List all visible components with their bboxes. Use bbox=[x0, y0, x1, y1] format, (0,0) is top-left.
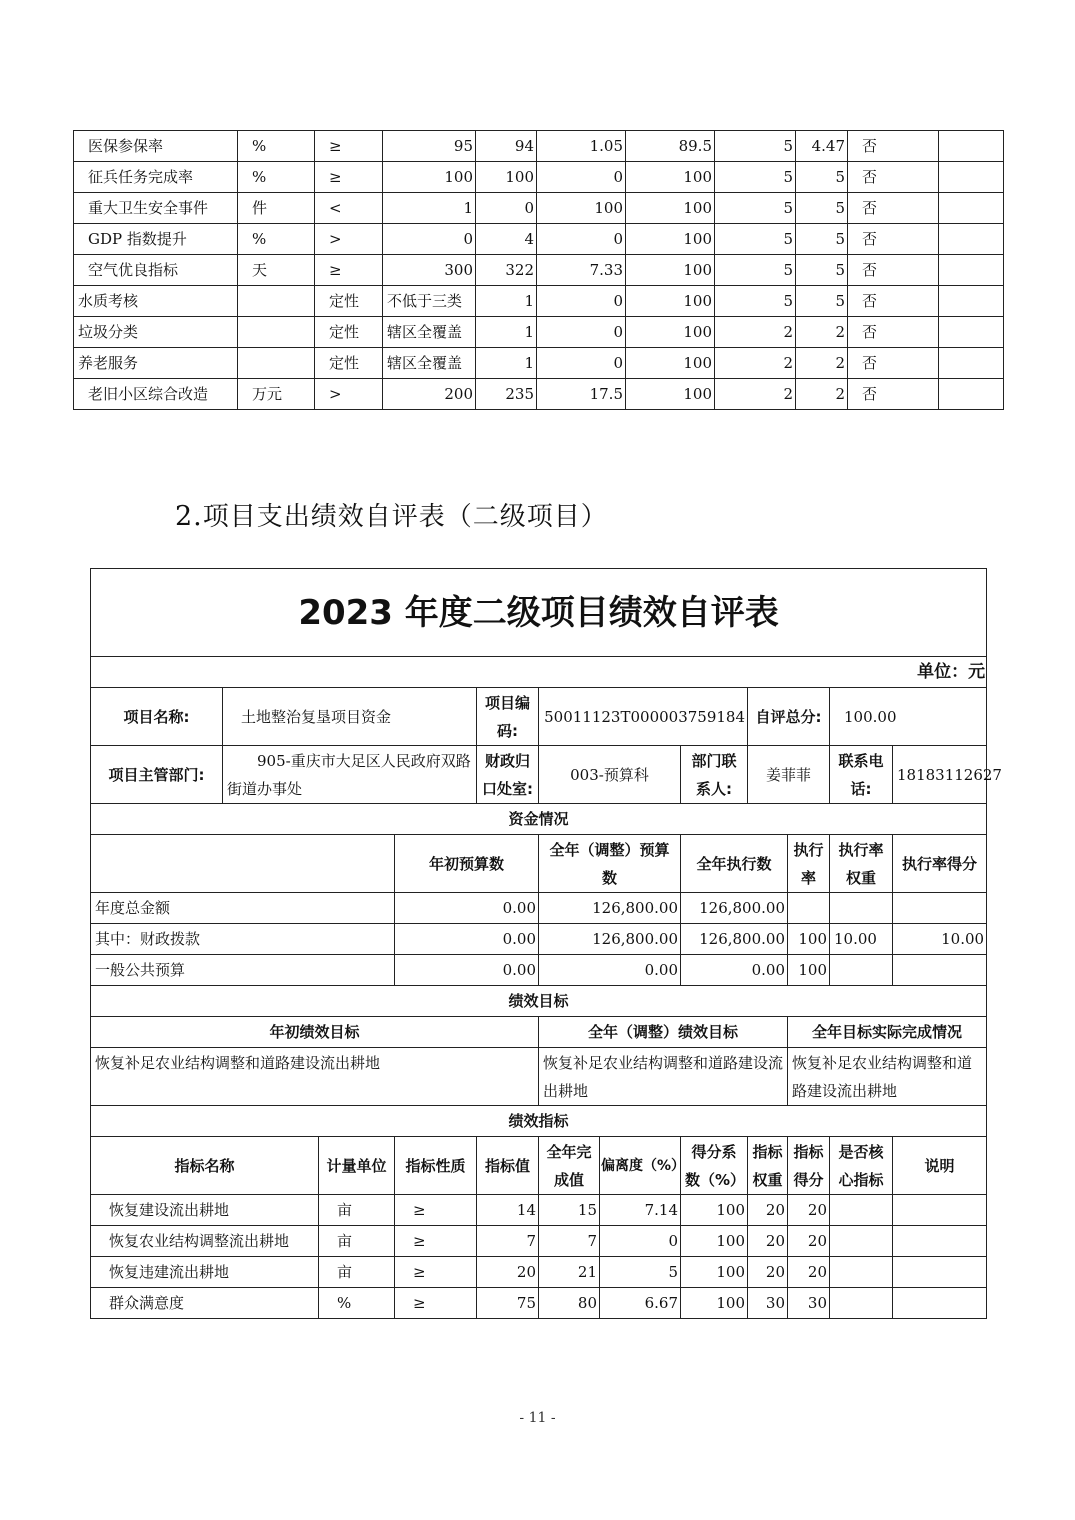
indicator-name: 恢复建设流出耕地 bbox=[91, 1195, 319, 1226]
indicator-note bbox=[939, 131, 1004, 162]
funds-label: 年度总金额 bbox=[91, 893, 395, 924]
self-score-label: 自评总分: bbox=[748, 688, 830, 746]
indicator-weight: 30 bbox=[748, 1288, 788, 1319]
indicator-target: 不低于三类 bbox=[383, 286, 476, 317]
finance-label: 财政归口处室: bbox=[477, 746, 539, 804]
section-heading: 2.项目支出绩效自评表（二级项目） bbox=[175, 501, 608, 532]
indicator-actual: 1 bbox=[476, 317, 537, 348]
indicator-name: 恢复农业结构调整流出耕地 bbox=[91, 1226, 319, 1257]
funds-row bbox=[91, 893, 987, 924]
project-self-evaluation-form bbox=[90, 568, 1002, 1319]
indicator-core: 否 bbox=[848, 379, 939, 410]
project-name: 土地整治复垦项目资金 bbox=[223, 688, 477, 746]
indicator-actual: 0 bbox=[476, 193, 537, 224]
indicator-name: 空气优良指标 bbox=[74, 255, 238, 286]
indicator-operator: 定性 bbox=[315, 286, 383, 317]
header-value: 指标值 bbox=[477, 1137, 539, 1195]
indicator-deviation: 6.67 bbox=[600, 1288, 681, 1319]
goals-section-header: 绩效目标 bbox=[91, 986, 987, 1017]
header-unit: 计量单位 bbox=[319, 1137, 395, 1195]
funds-rate: 100 bbox=[788, 924, 830, 955]
funds-header-executed: 全年执行数 bbox=[681, 835, 788, 893]
table-row bbox=[74, 162, 1004, 193]
project-code: 50011123T000003759184 bbox=[539, 688, 748, 746]
indicator-note bbox=[939, 379, 1004, 410]
indicator-nature: ≥ bbox=[395, 1226, 477, 1257]
unit-label: 单位：元 bbox=[91, 657, 987, 688]
funds-section-header: 资金情况 bbox=[91, 804, 987, 835]
funds-header-rate-weight: 执行率权重 bbox=[830, 835, 893, 893]
indicator-score: 2 bbox=[796, 379, 848, 410]
indicator-core: 否 bbox=[848, 193, 939, 224]
phone-label: 联系电话: bbox=[830, 746, 893, 804]
indicator-name: 水质考核 bbox=[74, 286, 238, 317]
goal-actual: 恢复补足农业结构调整和道路建设流出耕地 bbox=[788, 1048, 987, 1106]
funds-header-adjusted: 全年（调整）预算数 bbox=[539, 835, 681, 893]
indicator-weight: 2 bbox=[715, 317, 796, 348]
indicator-coef: 100 bbox=[626, 317, 715, 348]
funds-executed: 126,800.00 bbox=[681, 893, 788, 924]
indicator-score: 20 bbox=[788, 1226, 830, 1257]
funds-rate-weight bbox=[830, 955, 893, 986]
indicator-actual: 80 bbox=[539, 1288, 600, 1319]
funds-rate-score bbox=[893, 955, 987, 986]
indicator-operator: ≥ bbox=[315, 255, 383, 286]
header-coef: 得分系数（%） bbox=[681, 1137, 748, 1195]
funds-initial: 0.00 bbox=[395, 955, 539, 986]
indicator-actual: 21 bbox=[539, 1257, 600, 1288]
indicator-note bbox=[893, 1288, 987, 1319]
header-core: 是否核心指标 bbox=[830, 1137, 893, 1195]
indicator-weight: 20 bbox=[748, 1257, 788, 1288]
indicator-actual: 7 bbox=[539, 1226, 600, 1257]
indicator-row bbox=[91, 1288, 987, 1319]
indicator-score: 2 bbox=[796, 348, 848, 379]
indicator-core bbox=[830, 1257, 893, 1288]
indicator-note bbox=[939, 224, 1004, 255]
header-weight: 指标权重 bbox=[748, 1137, 788, 1195]
indicator-unit: % bbox=[238, 224, 315, 255]
indicator-operator: 定性 bbox=[315, 317, 383, 348]
indicator-weight: 2 bbox=[715, 348, 796, 379]
indicator-actual: 235 bbox=[476, 379, 537, 410]
indicator-operator: > bbox=[315, 379, 383, 410]
indicator-unit bbox=[238, 348, 315, 379]
indicator-row bbox=[91, 1226, 987, 1257]
indicator-actual: 15 bbox=[539, 1195, 600, 1226]
indicator-core: 否 bbox=[848, 348, 939, 379]
indicator-note bbox=[939, 193, 1004, 224]
indicator-unit: 亩 bbox=[319, 1226, 395, 1257]
finance: 003-预算科 bbox=[539, 746, 681, 804]
funds-header-rate-score: 执行率得分 bbox=[893, 835, 987, 893]
funds-initial: 0.00 bbox=[395, 924, 539, 955]
indicator-operator: 定性 bbox=[315, 348, 383, 379]
indicator-coef: 100 bbox=[626, 193, 715, 224]
indicator-operator: > bbox=[315, 224, 383, 255]
indicator-coef: 100 bbox=[681, 1226, 748, 1257]
indicator-name: 恢复违建流出耕地 bbox=[91, 1257, 319, 1288]
table-row bbox=[74, 255, 1004, 286]
indicator-note bbox=[893, 1226, 987, 1257]
funds-rate-weight bbox=[830, 893, 893, 924]
indicator-target: 0 bbox=[383, 224, 476, 255]
indicator-note bbox=[939, 162, 1004, 193]
indicator-score: 5 bbox=[796, 286, 848, 317]
indicator-actual: 322 bbox=[476, 255, 537, 286]
funds-header-blank bbox=[91, 835, 395, 893]
indicator-row bbox=[91, 1195, 987, 1226]
indicator-weight: 5 bbox=[715, 162, 796, 193]
contact-label: 部门联系人: bbox=[681, 746, 748, 804]
indicator-unit bbox=[238, 286, 315, 317]
funds-row bbox=[91, 955, 987, 986]
indicator-unit: % bbox=[238, 162, 315, 193]
indicator-name: 养老服务 bbox=[74, 348, 238, 379]
indicator-actual: 100 bbox=[476, 162, 537, 193]
indicator-deviation: 100 bbox=[537, 193, 626, 224]
indicator-core: 否 bbox=[848, 255, 939, 286]
indicator-coef: 100 bbox=[626, 348, 715, 379]
indicator-core: 否 bbox=[848, 224, 939, 255]
indicator-score: 5 bbox=[796, 162, 848, 193]
indicator-weight: 5 bbox=[715, 193, 796, 224]
funds-executed: 126,800.00 bbox=[681, 924, 788, 955]
table-row bbox=[74, 317, 1004, 348]
indicator-target: 辖区全覆盖 bbox=[383, 348, 476, 379]
table-row bbox=[74, 286, 1004, 317]
indicator-deviation: 7.33 bbox=[537, 255, 626, 286]
indicator-score: 2 bbox=[796, 317, 848, 348]
indicator-unit: 件 bbox=[238, 193, 315, 224]
header-actual: 全年完成值 bbox=[539, 1137, 600, 1195]
indicator-note bbox=[939, 286, 1004, 317]
indicator-core bbox=[830, 1288, 893, 1319]
indicator-name: 重大卫生安全事件 bbox=[74, 193, 238, 224]
indicator-actual: 4 bbox=[476, 224, 537, 255]
project-name-label: 项目名称: bbox=[91, 688, 223, 746]
indicator-score: 20 bbox=[788, 1257, 830, 1288]
indicator-actual: 1 bbox=[476, 286, 537, 317]
indicator-deviation: 0 bbox=[537, 286, 626, 317]
indicator-unit: 万元 bbox=[238, 379, 315, 410]
header-score: 指标得分 bbox=[788, 1137, 830, 1195]
indicator-value: 75 bbox=[477, 1288, 539, 1319]
indicator-deviation: 0 bbox=[537, 348, 626, 379]
indicator-actual: 94 bbox=[476, 131, 537, 162]
indicator-deviation: 0 bbox=[537, 317, 626, 348]
goals-header-actual: 全年目标实际完成情况 bbox=[788, 1017, 987, 1048]
indicator-target: 95 bbox=[383, 131, 476, 162]
indicator-weight: 5 bbox=[715, 224, 796, 255]
indicator-nature: ≥ bbox=[395, 1257, 477, 1288]
indicator-deviation: 7.14 bbox=[600, 1195, 681, 1226]
header-name: 指标名称 bbox=[91, 1137, 319, 1195]
indicator-operator: < bbox=[315, 193, 383, 224]
indicator-core: 否 bbox=[848, 317, 939, 348]
indicator-note bbox=[939, 348, 1004, 379]
indicator-nature: ≥ bbox=[395, 1195, 477, 1226]
funds-adjusted: 126,800.00 bbox=[539, 893, 681, 924]
table-row bbox=[74, 348, 1004, 379]
indicator-score: 5 bbox=[796, 255, 848, 286]
indicator-score: 5 bbox=[796, 224, 848, 255]
contact: 姜菲菲 bbox=[748, 746, 830, 804]
table-row bbox=[74, 193, 1004, 224]
goals-header-initial: 年初绩效目标 bbox=[91, 1017, 539, 1048]
indicator-coef: 100 bbox=[681, 1288, 748, 1319]
indicator-unit bbox=[238, 317, 315, 348]
indicator-header-row bbox=[91, 1137, 987, 1195]
header-nature: 指标性质 bbox=[395, 1137, 477, 1195]
indicator-name: 老旧小区综合改造 bbox=[74, 379, 238, 410]
indicator-name: GDP 指数提升 bbox=[74, 224, 238, 255]
indicator-operator: ≥ bbox=[315, 131, 383, 162]
indicator-deviation: 0 bbox=[537, 224, 626, 255]
table-row bbox=[74, 131, 1004, 162]
indicator-deviation: 17.5 bbox=[537, 379, 626, 410]
indicator-weight: 20 bbox=[748, 1195, 788, 1226]
self-score: 100.00 bbox=[830, 688, 987, 746]
funds-adjusted: 126,800.00 bbox=[539, 924, 681, 955]
funds-row bbox=[91, 924, 987, 955]
indicator-core: 否 bbox=[848, 286, 939, 317]
header-deviation: 偏离度（%） bbox=[600, 1137, 681, 1195]
indicator-weight: 5 bbox=[715, 255, 796, 286]
funds-adjusted: 0.00 bbox=[539, 955, 681, 986]
indicator-deviation: 0 bbox=[600, 1226, 681, 1257]
indicator-target: 200 bbox=[383, 379, 476, 410]
indicator-score: 4.47 bbox=[796, 131, 848, 162]
indicator-value: 7 bbox=[477, 1226, 539, 1257]
page-number: - 11 - bbox=[519, 1410, 556, 1426]
indicator-coef: 100 bbox=[626, 224, 715, 255]
indicator-deviation: 0 bbox=[537, 162, 626, 193]
project-code-label: 项目编码: bbox=[477, 688, 539, 746]
indicator-note bbox=[893, 1195, 987, 1226]
funds-header-rate: 执行率 bbox=[788, 835, 830, 893]
indicator-coef: 100 bbox=[626, 162, 715, 193]
indicator-name: 群众满意度 bbox=[91, 1288, 319, 1319]
indicator-coef: 100 bbox=[681, 1195, 748, 1226]
funds-header-initial: 年初预算数 bbox=[395, 835, 539, 893]
indicator-unit: 亩 bbox=[319, 1195, 395, 1226]
funds-executed: 0.00 bbox=[681, 955, 788, 986]
indicator-value: 14 bbox=[477, 1195, 539, 1226]
indicator-core bbox=[830, 1195, 893, 1226]
funds-rate-score: 10.00 bbox=[893, 924, 987, 955]
indicator-target: 辖区全覆盖 bbox=[383, 317, 476, 348]
indicator-score: 5 bbox=[796, 193, 848, 224]
funds-rate bbox=[788, 893, 830, 924]
indicator-coef: 100 bbox=[681, 1257, 748, 1288]
table-row bbox=[74, 379, 1004, 410]
indicator-unit: % bbox=[238, 131, 315, 162]
indicator-target: 300 bbox=[383, 255, 476, 286]
indicator-target: 1 bbox=[383, 193, 476, 224]
indicator-deviation: 1.05 bbox=[537, 131, 626, 162]
funds-rate: 100 bbox=[788, 955, 830, 986]
indicator-coef: 89.5 bbox=[626, 131, 715, 162]
indicator-weight: 2 bbox=[715, 379, 796, 410]
funds-rate-weight: 10.00 bbox=[830, 924, 893, 955]
table-row bbox=[74, 224, 1004, 255]
indicator-target: 100 bbox=[383, 162, 476, 193]
indicator-core bbox=[830, 1226, 893, 1257]
indicator-actual: 1 bbox=[476, 348, 537, 379]
indicator-name: 征兵任务完成率 bbox=[74, 162, 238, 193]
header-note: 说明 bbox=[893, 1137, 987, 1195]
indicator-note bbox=[939, 255, 1004, 286]
indicator-core: 否 bbox=[848, 162, 939, 193]
indicator-row bbox=[91, 1257, 987, 1288]
indicator-table-continued bbox=[73, 130, 1004, 410]
indicator-weight: 5 bbox=[715, 286, 796, 317]
indicator-weight: 5 bbox=[715, 131, 796, 162]
indicator-nature: ≥ bbox=[395, 1288, 477, 1319]
dept-label: 项目主管部门: bbox=[91, 746, 223, 804]
indicator-unit: % bbox=[319, 1288, 395, 1319]
funds-label: 其中：财政拨款 bbox=[91, 924, 395, 955]
indicator-deviation: 5 bbox=[600, 1257, 681, 1288]
indicator-core: 否 bbox=[848, 131, 939, 162]
funds-rate-score bbox=[893, 893, 987, 924]
indicator-name: 垃圾分类 bbox=[74, 317, 238, 348]
indicator-name: 医保参保率 bbox=[74, 131, 238, 162]
goals-header-adjusted: 全年（调整）绩效目标 bbox=[539, 1017, 788, 1048]
funds-initial: 0.00 bbox=[395, 893, 539, 924]
indicator-score: 20 bbox=[788, 1195, 830, 1226]
indicator-coef: 100 bbox=[626, 255, 715, 286]
indicator-note bbox=[939, 317, 1004, 348]
goal-adjusted: 恢复补足农业结构调整和道路建设流出耕地 bbox=[539, 1048, 788, 1106]
phone: 18183112627 bbox=[893, 746, 987, 804]
indicator-coef: 100 bbox=[626, 379, 715, 410]
indicator-note bbox=[893, 1257, 987, 1288]
dept: 905-重庆市大足区人民政府双路街道办事处 bbox=[223, 746, 477, 804]
indicator-value: 20 bbox=[477, 1257, 539, 1288]
form-title: 2023 年度二级项目绩效自评表 bbox=[91, 569, 987, 657]
indicator-unit: 天 bbox=[238, 255, 315, 286]
funds-label: 一般公共预算 bbox=[91, 955, 395, 986]
goal-initial: 恢复补足农业结构调整和道路建设流出耕地 bbox=[91, 1048, 539, 1106]
indicator-weight: 20 bbox=[748, 1226, 788, 1257]
indicator-operator: ≥ bbox=[315, 162, 383, 193]
indicator-unit: 亩 bbox=[319, 1257, 395, 1288]
indicator-coef: 100 bbox=[626, 286, 715, 317]
indicators-section-header: 绩效指标 bbox=[91, 1106, 987, 1137]
indicator-score: 30 bbox=[788, 1288, 830, 1319]
